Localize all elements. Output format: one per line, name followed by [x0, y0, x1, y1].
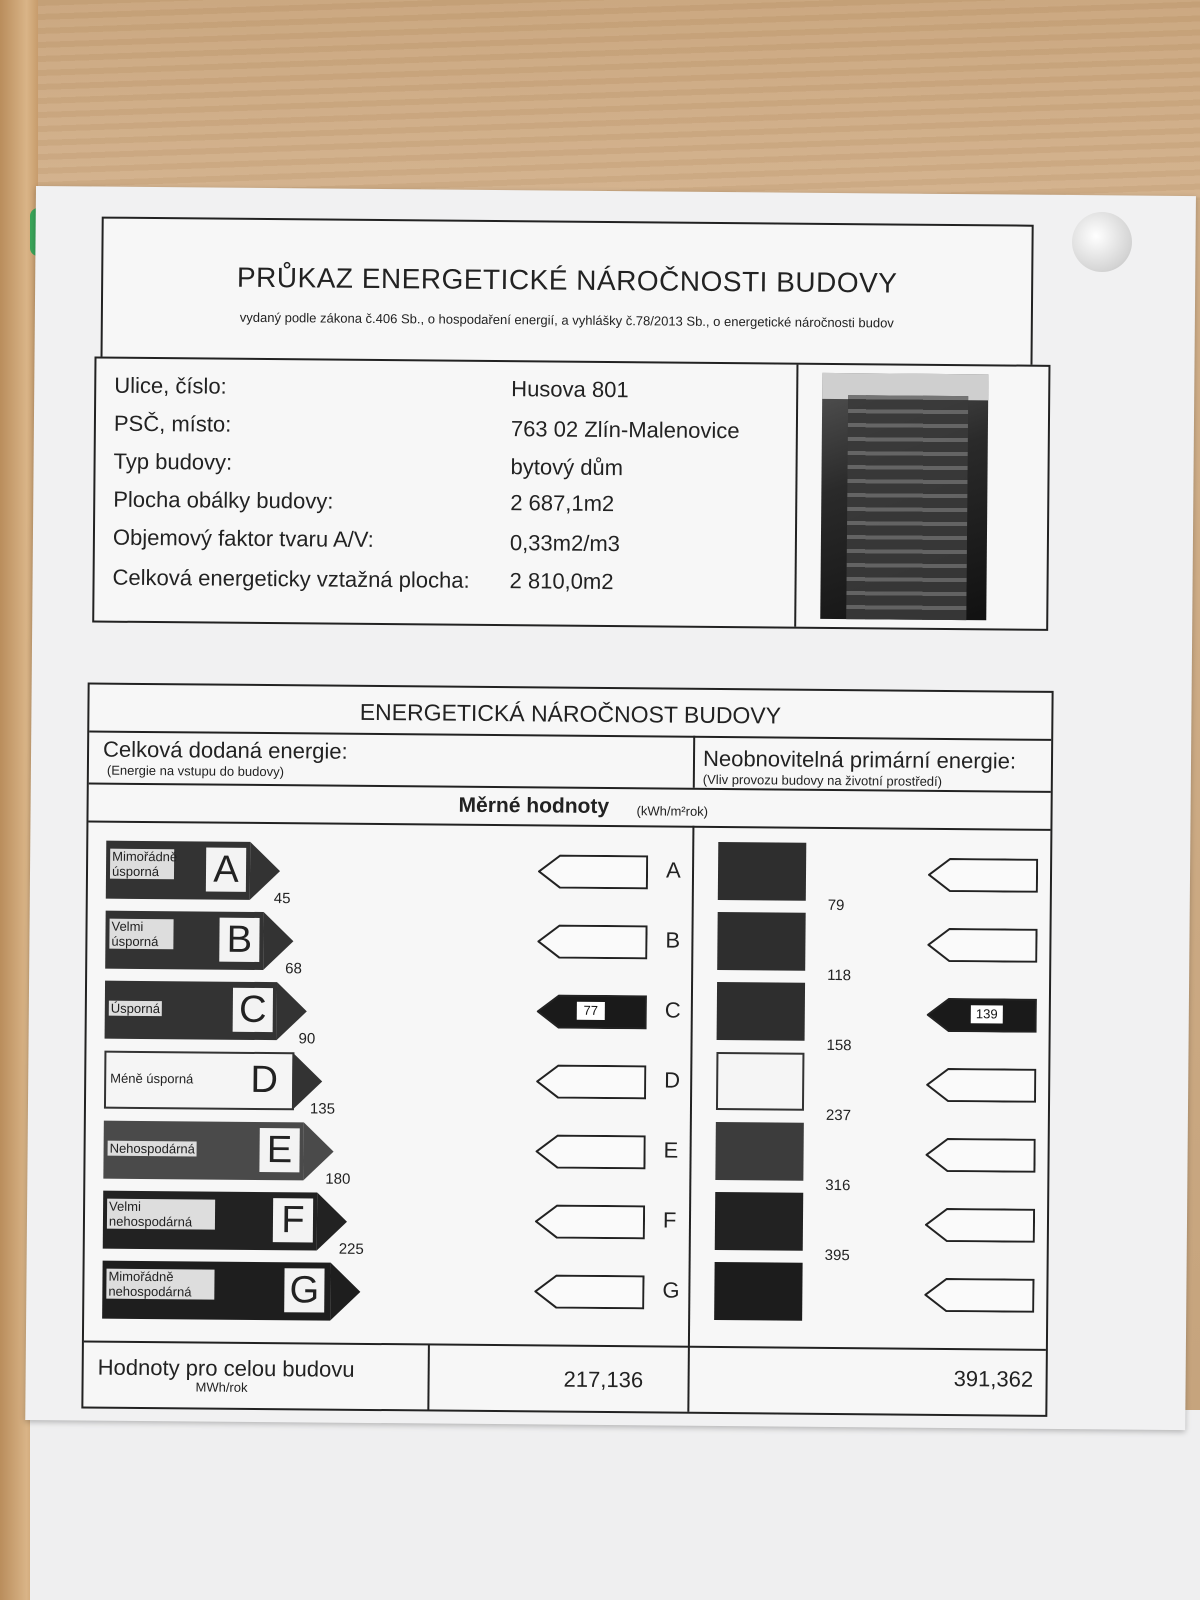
class-label: Nehospodárná	[109, 1140, 195, 1157]
class-label: Velmi nehospodárná	[107, 1199, 215, 1230]
delivered-indicator-a	[538, 854, 648, 889]
primary-class-block	[714, 1262, 803, 1321]
delivered-value: 77	[577, 1002, 605, 1020]
delivered-energy-note: (Energie na vstupu do budovy)	[106, 762, 285, 780]
primary-indicator-g	[924, 1278, 1034, 1313]
primary-threshold: 158	[826, 1036, 852, 1055]
class-label: Méně úsporná	[110, 1070, 194, 1087]
class-arrow-f	[103, 1191, 353, 1251]
arrow-tip	[330, 1263, 361, 1321]
certificate-paper	[25, 186, 1196, 1430]
primary-indicator-a	[928, 858, 1038, 893]
class-letter: F	[273, 1198, 313, 1242]
building-info-box	[92, 357, 1050, 631]
class-threshold: 45	[273, 890, 291, 908]
primary-class-block	[717, 912, 806, 971]
photo-building	[846, 395, 968, 620]
push-pin	[1072, 212, 1132, 272]
info-label: Ulice, číslo:	[114, 372, 227, 399]
class-arrow-d	[104, 1051, 326, 1111]
class-letter: C	[233, 988, 273, 1032]
energy-title: ENERGETICKÁ NÁROČNOST BUDOVY	[359, 698, 782, 729]
certificate-subtitle: vydaný podle zákona č.406 Sb., o hospodaření energií, a vyhlášky č.78/2013 Sb., o energetické náročnosti budov	[239, 309, 894, 331]
row-letter: B	[665, 927, 681, 953]
info-label: Objemový faktor tvaru A/V:	[112, 524, 374, 552]
class-threshold: 135	[309, 1100, 336, 1118]
info-value: 0,33m2/m3	[509, 530, 621, 557]
class-arrow-c	[105, 981, 313, 1041]
delivered-indicator-d	[536, 1064, 646, 1099]
delivered-energy-heading: Celková dodaná energie:	[102, 736, 348, 764]
primary-energy-note: (Vliv provozu budovy na životní prostředí)	[702, 771, 943, 789]
row-letter: C	[664, 997, 681, 1023]
info-value: Husova 801	[511, 376, 629, 403]
info-label: PSČ, místo:	[113, 410, 232, 437]
wood-background	[38, 0, 1200, 200]
class-arrow-b	[105, 911, 299, 971]
paper-below	[30, 1410, 1200, 1600]
primary-class-block	[715, 1122, 804, 1181]
primary-energy-heading: Neobnovitelná primární energie:	[702, 745, 1017, 774]
certificate	[96, 217, 1036, 1395]
energy-section	[81, 682, 1053, 1416]
class-arrow-a	[106, 841, 286, 901]
class-arrow-e	[103, 1121, 339, 1181]
primary-class-block	[718, 842, 807, 901]
class-threshold: 180	[325, 1170, 351, 1188]
info-value: 763 02 Zlín-Malenovice	[510, 416, 740, 444]
total-unit: MWh/rok	[195, 1379, 248, 1395]
primary-indicator-f	[925, 1208, 1035, 1243]
delivered-indicator-b	[537, 924, 647, 959]
divider	[84, 1340, 1046, 1350]
primary-threshold: 237	[825, 1106, 852, 1125]
class-label: Mimořádně nehospodárná	[106, 1269, 214, 1300]
class-threshold: 225	[338, 1240, 364, 1258]
certificate-title: PRŮKAZ ENERGETICKÉ NÁROČNOSTI BUDOVY	[236, 261, 898, 299]
class-arrow-g	[102, 1261, 366, 1321]
total-label: Hodnoty pro celou budovu	[97, 1354, 355, 1382]
primary-threshold: 79	[827, 896, 845, 915]
primary-indicator-b	[927, 928, 1037, 963]
class-threshold: 68	[285, 960, 302, 978]
class-label: Velmi úsporná	[109, 919, 173, 950]
divider	[687, 826, 694, 1412]
row-letter: E	[663, 1137, 679, 1163]
class-letter: B	[219, 918, 259, 962]
row-letter: A	[665, 857, 681, 883]
info-value: bytový dům	[510, 454, 624, 481]
divider	[693, 736, 695, 788]
divider	[88, 820, 1050, 830]
class-label: Mimořádně úsporná	[111, 848, 178, 880]
class-letter: D	[250, 1058, 279, 1102]
info-label: Plocha obálky budovy:	[113, 486, 334, 514]
row-letter: F	[662, 1207, 677, 1233]
primary-indicator-d	[926, 1068, 1036, 1103]
primary-threshold: 118	[827, 966, 852, 985]
info-value: 2 687,1m2	[510, 490, 615, 517]
specific-values-unit: (kWh/m²rok)	[636, 803, 709, 819]
info-value: 2 810,0m2	[509, 568, 614, 595]
info-label: Celková energeticky vztažná plocha:	[112, 564, 470, 593]
total-primary-value: 391,362	[953, 1366, 1034, 1392]
delivered-indicator-c	[537, 994, 647, 1029]
primary-class-block	[716, 1052, 805, 1111]
info-divider	[794, 365, 798, 627]
primary-threshold: 316	[825, 1176, 851, 1195]
delivered-indicator-f	[535, 1204, 645, 1239]
building-photo	[820, 373, 988, 620]
primary-class-block	[717, 982, 806, 1041]
primary-threshold: 395	[824, 1246, 850, 1265]
row-letter: D	[664, 1067, 681, 1093]
class-letter: E	[259, 1128, 299, 1172]
primary-indicator-c	[927, 998, 1037, 1033]
primary-indicator-e	[925, 1138, 1035, 1173]
class-label: Úsporná	[110, 1000, 161, 1017]
primary-value: 139	[971, 1005, 1003, 1023]
header-box	[100, 217, 1033, 369]
primary-class-block	[715, 1192, 804, 1251]
delivered-indicator-g	[534, 1274, 644, 1309]
info-label: Typ budovy:	[113, 448, 233, 475]
total-delivered-value: 217,136	[563, 1366, 644, 1393]
class-letter: A	[206, 848, 246, 892]
class-letter: G	[284, 1268, 324, 1312]
row-letter: G	[662, 1277, 680, 1303]
specific-values-label: Měrné hodnoty	[458, 793, 610, 819]
divider	[427, 1343, 430, 1409]
class-threshold: 90	[298, 1030, 316, 1048]
delivered-indicator-e	[535, 1134, 645, 1169]
